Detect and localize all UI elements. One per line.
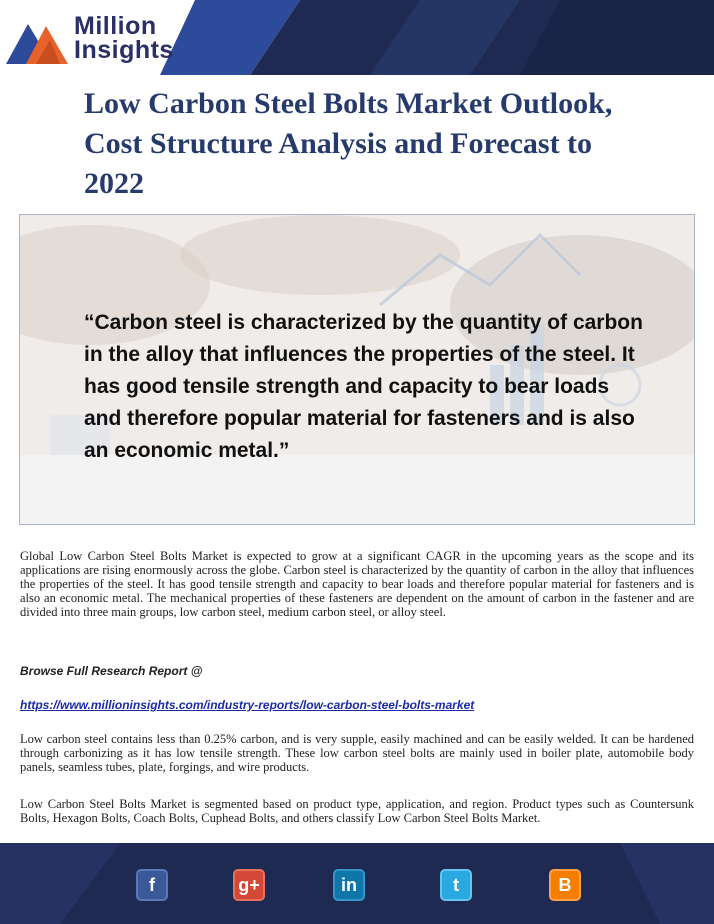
blogger-icon[interactable]: B bbox=[549, 869, 581, 901]
paragraph-intro: Global Low Carbon Steel Bolts Market is expected to grow at a significant CAGR in the upcoming years as the scope and its applications are rising enormously across the globe. Carbon steel is characterized by the quantity of carbon in the alloy that influences the properties of the steel. It has good tensile strength and capacity to bear loads and therefore popular material for fasteners and is also an economic metal. The mechanical properties of these fasteners are dependent on the amount of carbon in the fastener and are divided into three main groups, low carbon steel, medium carbon steel, or alloy steel. bbox=[20, 549, 694, 619]
browse-report-label: Browse Full Research Report @ bbox=[20, 664, 203, 678]
linkedin-icon[interactable]: in bbox=[333, 869, 365, 901]
quote-box bbox=[19, 214, 695, 525]
facebook-icon[interactable]: f bbox=[136, 869, 168, 901]
page-header bbox=[0, 0, 714, 75]
logo-text-million: Million bbox=[74, 12, 157, 40]
google-plus-icon[interactable]: g+ bbox=[233, 869, 265, 901]
brand-logo[interactable] bbox=[6, 12, 186, 68]
page-title: Low Carbon Steel Bolts Market Outlook, Cost Structure Analysis and Forecast to 2022 bbox=[84, 87, 613, 200]
paragraph-low-carbon: Low carbon steel contains less than 0.25% carbon, and is very supple, easily machined and can be easily welded. It can be hardened through carbonizing as it has low tensile strength. These low carbon steel bolts are mainly used in boiler plate, automobile body panels, seamless tubes, plate, forgings, and wire products. bbox=[20, 732, 694, 774]
paragraph-segmentation: Low Carbon Steel Bolts Market is segmented based on product type, application, and region. Product types such as Countersunk Bolts, Hexagon Bolts, Coach Bolts, Cuphead Bolts, and others classify Low Carbon Steel Bolts Market. bbox=[20, 797, 694, 825]
report-link[interactable]: https://www.millioninsights.com/industry-reports/low-carbon-steel-bolts-market bbox=[20, 698, 475, 712]
page-footer bbox=[0, 843, 714, 924]
twitter-icon[interactable]: t bbox=[440, 869, 472, 901]
highlight-quote: “Carbon steel is characterized by the quantity of carbon in the alloy that influences the properties of the steel. It has good tensile strength and capacity to bear loads and therefore popular material for fasteners and is also an economic metal.” bbox=[84, 311, 643, 462]
logo-text-insights: Insights bbox=[74, 36, 174, 64]
logo-mark-icon bbox=[6, 14, 72, 64]
